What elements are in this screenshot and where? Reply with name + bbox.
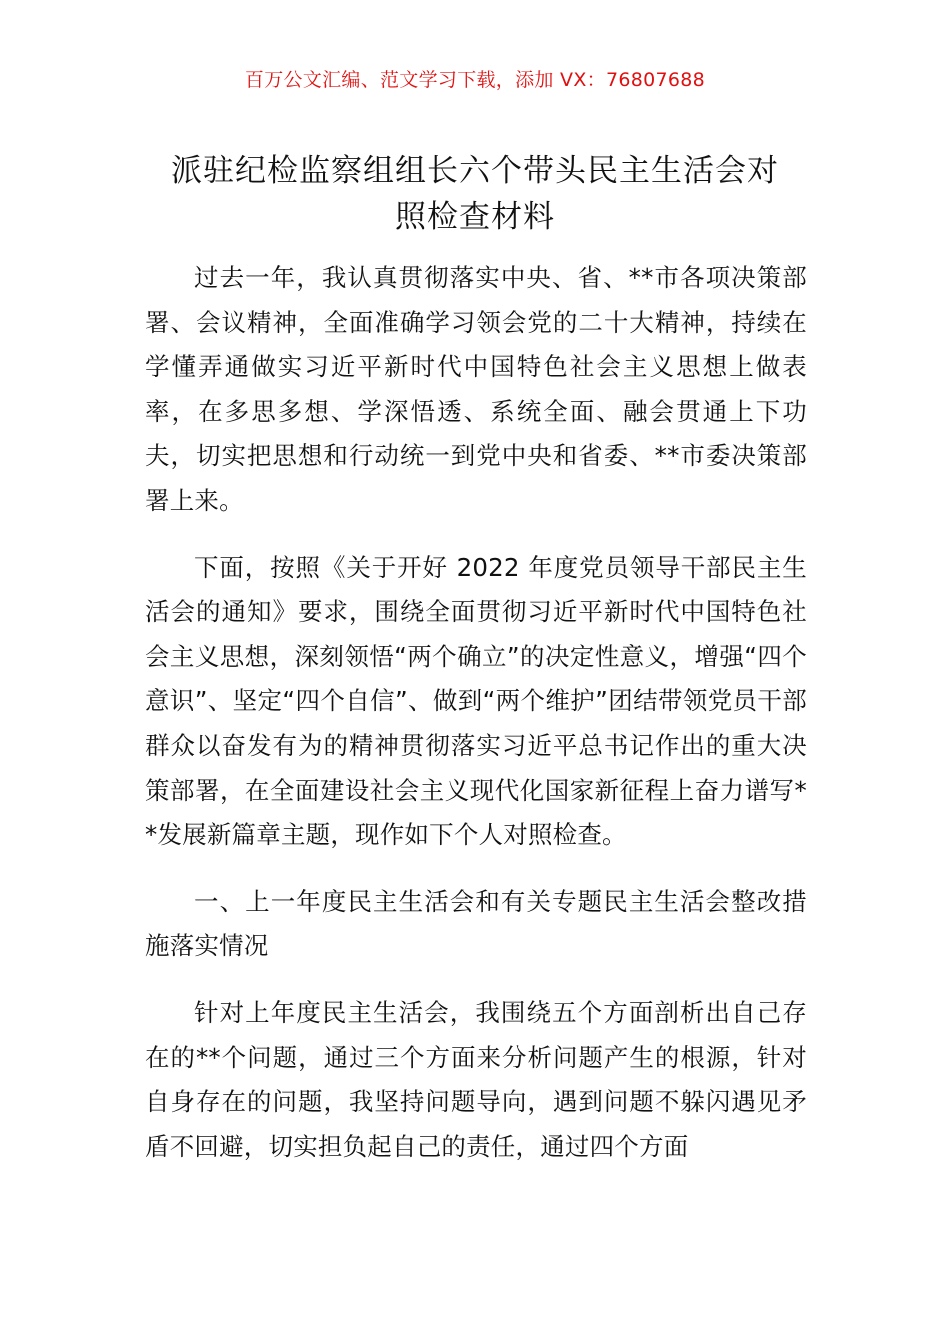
document-title [145,148,805,240]
title-line-2: 照检查材料 [395,199,555,235]
paragraph-intro: 过去一年，我认真贯彻落实中央、省、**市各项决策部署、会议精神，全面准确学习领会党的二十大精神，持续在学懂弄通做实习近平新时代中国特色社会主义思想上做表率，在多思多想、学深悟透、系统全面、融会贯通上下功夫，切实把思想和行动统一到党中央和省委、**市委决策部署上来。 [145,263,807,515]
paragraph-purpose: 下面，按照《关于开好 2022 年度党员领导干部民主生活会的通知》要求，围绕全面贯彻习近平新时代中国特色社会主义思想，深刻领悟“两个确立”的决定性意义，增强“四个意识”、坚定“四个自信”、做到“两个维护”团结带领党员干部群众以奋发有为的精神贯彻落实习近平总书记作出的重大决策部署，在全面建设社会主义现代化国家新征程上奋力谱写**发展新篇章主题，现作如下个人对照检查。 [145,552,807,850]
header-watermark-note: 百万公文汇编、范文学习下载，添加 VX：76807688 [244,69,706,91]
paragraph-section-1: 针对上年度民主生活会，我围绕五个方面剖析出自己存在的**个问题，通过三个方面来分析问题产生的根源，针对自身存在的问题，我坚持问题导向，遇到问题不躲闪遇见矛盾不回避，切实担负起自己的责任，通过四个方面 [145,997,807,1161]
title-line-1: 派驻纪检监察组组长六个带头民主生活会对 [171,153,779,189]
document-body [145,256,807,1191]
section-heading-1: 一、上一年度民主生活会和有关专题民主生活会整改措施落实情况 [145,886,807,961]
